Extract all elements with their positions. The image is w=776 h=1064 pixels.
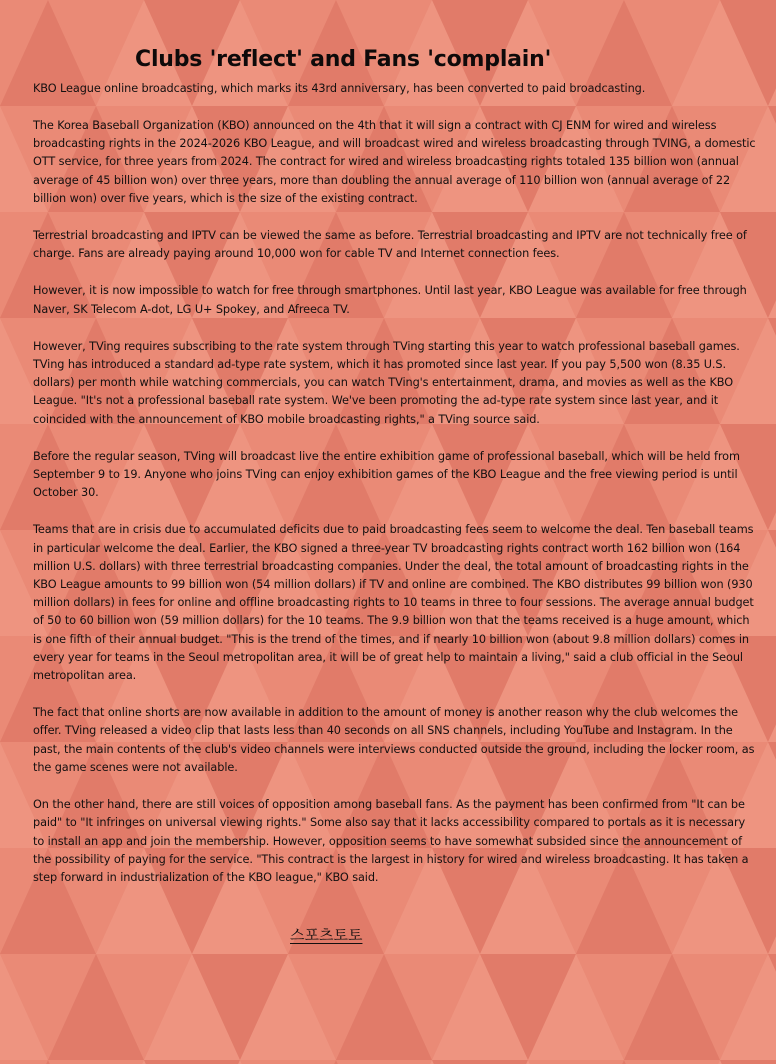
- article-paragraph-terrestrial: Terrestrial broadcasting and IPTV can be viewed the same as before. Terrestrial broadcasting and IPTV are not technically free of charge. Fans are already paying around 10,000 won for cable TV and Internet connection fees.: [33, 229, 747, 261]
- background-triangle: [240, 1060, 336, 1064]
- article-paragraph-opposition: On the other hand, there are still voices of opposition among baseball fans. As the payment has been confirmed from "It can be paid" to "It infringes on universal viewing rights." Some also say that it lacks accessibility compared to portals as it is necessary to install an app and join the membership. However, opposition seems to have somewhat subsided since the announcement of the possibility of paying for the service. "This contract is the largest in history for wired and wireless broadcasting. It has taken a step forward in industrialization of the KBO league," KBO said.: [33, 798, 749, 884]
- article-paragraph-shorts: The fact that online shorts are now available in addition to the amount of money is another reason why the club welcomes the offer. TVing released a video clip that lasts less than 40 seconds on all SNS channels, including YouTube and Instagram. In the past, the main contents of the club's video channels were interviews conducted outside the ground, including the locker room, as the game scenes were not available.: [33, 706, 755, 774]
- article-paragraph-smartphones: However, it is now impossible to watch for free through smartphones. Until last year, KBO League was available for free through Naver, SK Telecom A-dot, LG U+ Spokey, and Afreeca TV.: [33, 284, 747, 316]
- background-triangle: [144, 1060, 240, 1064]
- background-triangle: [432, 1060, 528, 1064]
- background-triangle: [336, 1060, 432, 1064]
- article-paragraph-tving-rate: However, TVing requires subscribing to the rate system through TVing starting this year to watch professional baseball games. TVing has introduced a standard ad-type rate system, which it has promoted since last year. If you pay 5,500 won (8.35 U.S. dollars) per month while watching commercials, you can watch TVing's entertainment, drama, and movies as well as the KBO League. "It's not a professional baseball rate system. We've been promoting the ad-type rate system since last year, and it coincided with the announcement of KBO mobile broadcasting rights," a TVing source said.: [33, 339, 740, 426]
- background-triangle: [0, 1060, 48, 1064]
- article-lead: KBO League online broadcasting, which marks its 43rd anniversary, has been converted to paid broadcasting.: [33, 82, 646, 95]
- source-link[interactable]: 스포츠토토: [290, 926, 363, 945]
- background-triangle: [528, 1060, 624, 1064]
- background-triangle: [48, 1060, 144, 1064]
- background-triangle: [624, 1060, 720, 1064]
- article: [33, 46, 757, 945]
- article-paragraph-exhibition: Before the regular season, TVing will broadcast live the entire exhibition game of professional baseball, which will be held from September 9 to 19. Anyone who joins TVing can enjoy exhibition games of the KBO League and the free viewing period is until October 30.: [33, 449, 740, 500]
- article-paragraph-teams: Teams that are in crisis due to accumulated deficits due to paid broadcasting fees seem to welcome the deal. Ten baseball teams in particular welcome the deal. Earlier, the KBO signed a three-year TV broadcasting rights contract worth 162 billion won (164 million U.S. dollars) with three terrestrial broadcasting companies. Under the deal, the total amount of broadcasting rights in the KBO League amounts to 99 billion won (54 million dollars) if TV and online are combined. The KBO distributes 99 billion won (930 million dollars) in fees for online and offline broadcasting rights to 10 teams in three to four sessions. The average annual budget of 50 to 60 billion won (59 million dollars) for the 10 teams. The 9.9 billion won that the teams received is a huge amount, which is one fifth of their annual budget. "This is the trend of the times, and if nearly 10 billion won (about 9.8 million dollars) comes in every year for teams in the Seoul metropolitan area, it will be of great help to maintain a living," said a club official in the Seoul metropolitan area.: [33, 523, 754, 683]
- article-paragraph-contract: The Korea Baseball Organization (KBO) announced on the 4th that it will sign a contract with CJ ENM for wired and wireless broadcasting rights in the 2024-2026 KBO League, and will broadcast wired and wireless broadcasting through TVING, a domestic OTT service, for three years from 2024. The contract for wired and wireless broadcasting rights totaled 135 billion won (annual average of 45 billion won) over three years, more than doubling the annual average of 110 billion won (annual average of 22 billion won) over five years, which is the size of the existing contract.: [33, 119, 756, 205]
- article-title: Clubs 'reflect' and Fans 'complain': [135, 47, 552, 72]
- background-triangle: [720, 1060, 776, 1064]
